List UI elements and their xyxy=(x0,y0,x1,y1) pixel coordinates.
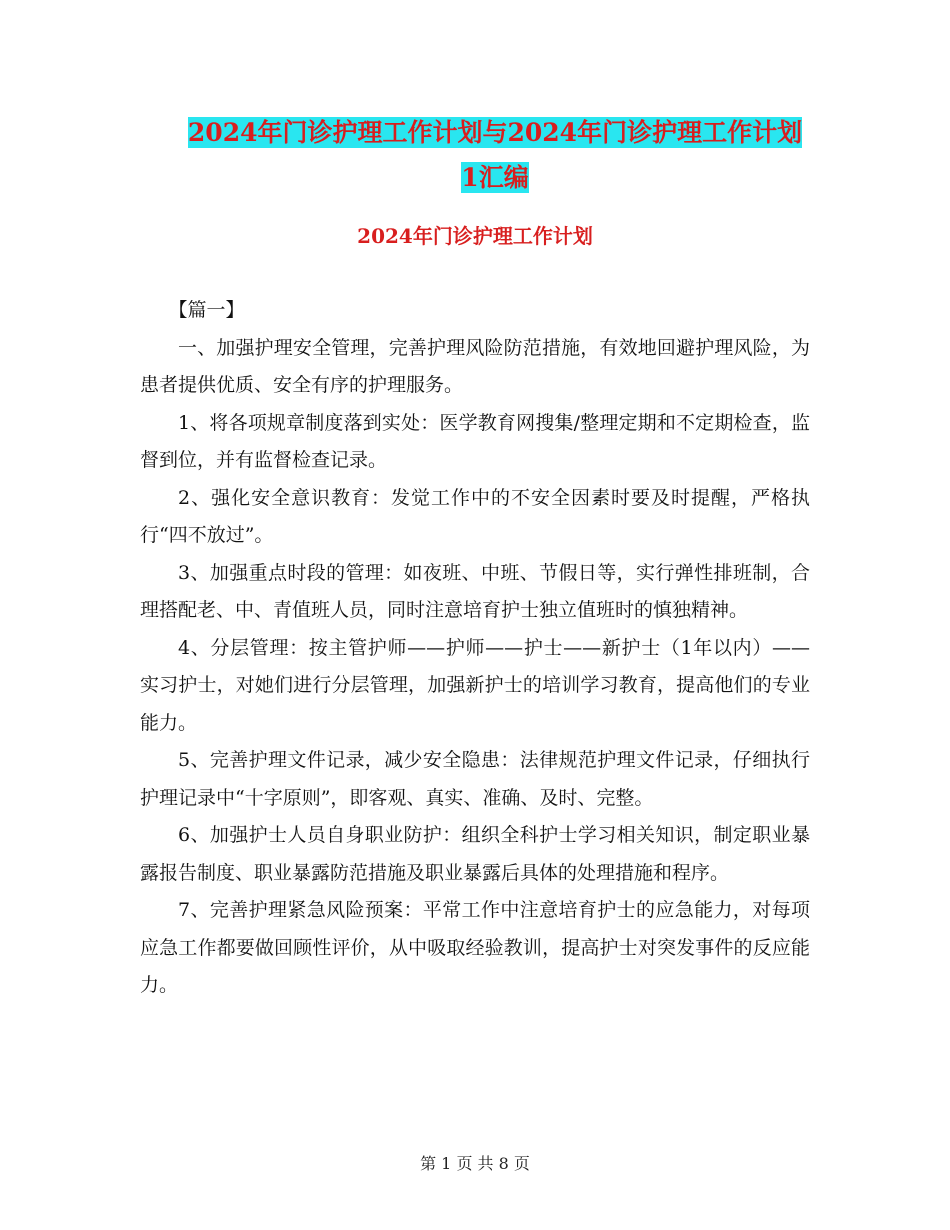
part-label: 【篇一】 xyxy=(168,299,245,321)
document-body xyxy=(140,292,810,1005)
section-title: 2024年门诊护理工作计划 xyxy=(357,224,593,248)
document-title-line-2: 1汇编 xyxy=(461,163,529,192)
paragraph: 2、强化安全意识教育：发觉工作中的不安全因素时要及时提醒，严格执行“四不放过”。 xyxy=(140,486,810,546)
paragraph: 6、加强护士人员自身职业防护：组织全科护士学习相关知识，制定职业暴露报告制度、职业暴露防范措施及职业暴露后具体的处理措施和程序。 xyxy=(140,824,810,884)
paragraph: 3、加强重点时段的管理：如夜班、中班、节假日等，实行弹性排班制，合理搭配老、中、青值班人员，同时注意培育护士独立值班时的慎独精神。 xyxy=(140,561,810,621)
paragraph: 一、加强护理安全管理，完善护理风险防范措施，有效地回避护理风险，为患者提供优质、安全有序的护理服务。 xyxy=(140,336,810,396)
paragraph: 1、将各项规章制度落到实处：医学教育网搜集/整理定期和不定期检查，监督到位，并有监督检查记录。 xyxy=(140,411,810,471)
document-title xyxy=(140,110,850,200)
paragraph: 4、分层管理：按主管护师——护师——护士——新护士（1年以内）——实习护士，对她们进行分层管理，加强新护士的培训学习教育，提高他们的专业能力。 xyxy=(140,636,810,734)
page-footer: 第 1 页 共 8 页 xyxy=(420,1154,530,1173)
paragraph: 5、完善护理文件记录，减少安全隐患：法律规范护理文件记录，仔细执行护理记录中“十字原则”，即客观、真实、准确、及时、完整。 xyxy=(140,749,810,809)
document-title-line-1: 2024年门诊护理工作计划与2024年门诊护理工作计划 xyxy=(187,118,803,147)
paragraph: 7、完善护理紧急风险预案：平常工作中注意培育护士的应急能力，对每项应急工作都要做回顾性评价，从中吸取经验教训，提高护士对突发事件的反应能力。 xyxy=(140,899,810,996)
